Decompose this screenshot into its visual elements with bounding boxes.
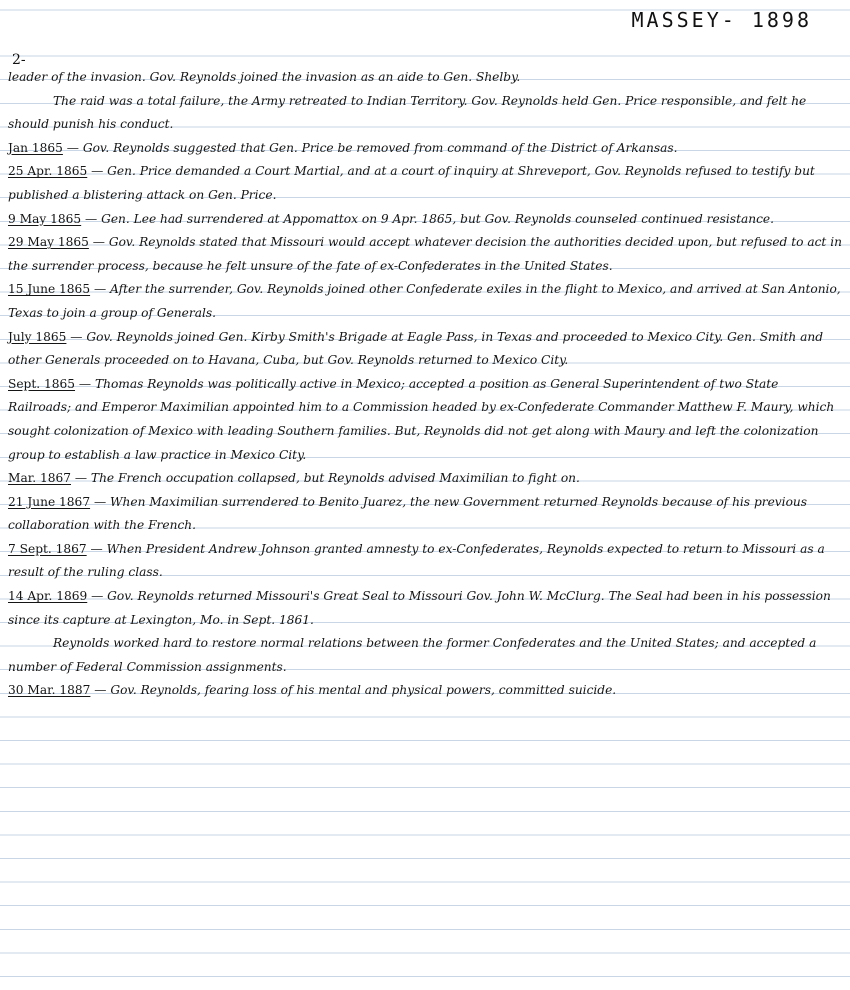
entry-text: — Gov. Reynolds suggested that Gen. Price be removed from command of the District of Arkansas. [66, 140, 678, 155]
entry-date: 21 June 1867 [8, 494, 91, 509]
note-entry [8, 679, 842, 703]
entry-text: — Gov. Reynolds returned Missouri's Great Seal to Missouri Gov. John W. McClurg. The Seal had been in his possession since its capture at Lexington, Mo. in Sept. 1861. [8, 589, 831, 627]
note-entry [8, 137, 842, 161]
entry-date: 9 May 1865 [8, 211, 82, 226]
note-entry [8, 538, 842, 585]
note-entry [8, 373, 842, 467]
entry-date: 29 May 1865 [8, 235, 89, 250]
entry-date: Mar. 1867 [8, 471, 71, 486]
page-number: 2- [12, 52, 26, 68]
notes-body [8, 66, 842, 703]
entry-text: leader of the invasion. Gov. Reynolds joined the invasion as an aide to Gen. Shelby. [8, 70, 521, 84]
entry-date: Sept. 1865 [8, 376, 76, 391]
entry-date: 14 Apr. 1869 [8, 589, 88, 604]
note-entry [8, 632, 842, 679]
entry-text: — Gen. Lee had surrendered at Appomattox on 9 Apr. 1865, but Gov. Reynolds counseled continued resistance. [85, 211, 774, 226]
entry-text: — The French occupation collapsed, but Reynolds advised Maximilian to fight on. [74, 471, 580, 486]
entry-text: — When President Andrew Johnson granted amnesty to ex-Confederates, Reynolds expected to return to Missouri as a result of the ruling class. [8, 541, 825, 580]
entry-date: 7 Sept. 1867 [8, 541, 87, 556]
entry-text: The raid was a total failure, the Army retreated to Indian Territory. Gov. Reynolds held Gen. Price responsible, and felt he should punish his conduct. [8, 93, 807, 132]
note-entry [8, 160, 842, 207]
entry-text: — Gov. Reynolds joined Gen. Kirby Smith's Brigade at Eagle Pass, in Texas and proceeded to Mexico City. Gen. Smith and other Generals proceeded on to Havana, Cuba, but Gov. Reynolds returned to Mexico City. [8, 329, 824, 368]
entry-text: — After the surrender, Gov. Reynolds joined other Confederate exiles in the flight to Mexico, and arrived at San Antonio, Texas to join a group of Generals. [8, 282, 841, 320]
entry-text: Reynolds worked hard to restore normal relations between the former Confederates and the United States; and accepted a number of Federal Commission assignments. [8, 636, 817, 674]
entry-date: 15 June 1865 [8, 282, 91, 297]
note-entry [8, 231, 842, 278]
entry-text: — Thomas Reynolds was politically active in Mexico; accepted a position as General Superintendent of two State Railroads; and Emperor Maximilian appointed him to a Commission headed by ex-Confederate Commander Matthew F. Maury, which sought colonization of Mexico with leading Southern families. But, Reynolds did not get along with Maury and left the colonization group to establish a law practice in Mexico City. [8, 376, 835, 462]
entry-date: July 1865 [8, 329, 67, 344]
note-entry [8, 467, 842, 491]
entry-text: — Gen. Price demanded a Court Martial, and at a court of inquiry at Shreveport, Gov. Reynolds refused to testify but published a blistering attack on Gen. Price. [8, 164, 815, 202]
entry-text: — When Maximilian surrendered to Benito Juarez, the new Government returned Reynolds because of his previous collaboration with the French. [8, 494, 808, 533]
entry-date: 25 Apr. 1865 [8, 164, 88, 179]
note-entry [8, 278, 842, 325]
note-entry [8, 491, 842, 538]
note-entry [8, 66, 842, 90]
note-entry [8, 326, 842, 373]
entry-date: 30 Mar. 1887 [8, 683, 91, 698]
note-entry [8, 90, 842, 137]
entry-text: — Gov. Reynolds, fearing loss of his mental and physical powers, committed suicide. [94, 683, 617, 698]
entry-date: Jan 1865 [8, 140, 63, 155]
note-entry [8, 208, 842, 232]
note-entry [8, 585, 842, 632]
entry-text: — Gov. Reynolds stated that Missouri would accept whatever decision the authorities decided upon, but refused to act in the surrender process, because he felt unsure of the fate of ex-Confederates in the United States. [8, 235, 842, 273]
page-header-title: MASSEY- 1898 [631, 8, 812, 32]
